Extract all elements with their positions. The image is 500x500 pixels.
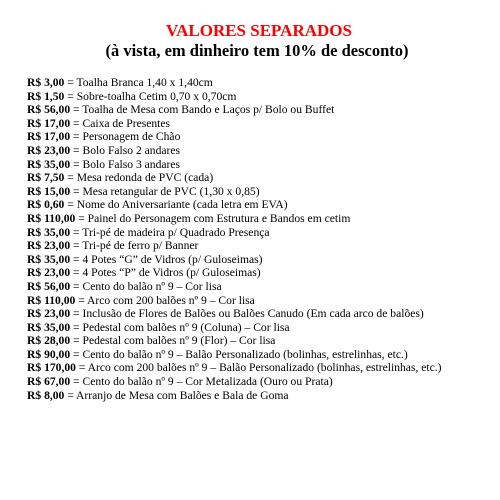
item-price: R$ 90,00 [27,347,71,361]
item-description: = Mesa redonda de PVC (cada) [64,171,214,185]
price-list-item [27,103,477,117]
item-price: R$ 7,50 [27,171,65,185]
item-description: = Bolo Falso 3 andares [70,157,181,171]
item-price: R$ 56,00 [27,103,71,117]
item-price: R$ 170,00 [27,361,76,375]
price-list-item [27,158,477,172]
item-description: = Arco com 200 balões nº 9 – Balão Personalizado (bolinhas, estrelinhas, etc.) [75,361,442,375]
item-description: = Cento do balão nº 9 – Cor Metalizada (Ouro ou Prata) [70,375,333,389]
document-subtitle: (à vista, em dinheiro tem 10% de desconto) [105,41,409,60]
item-description: = Caixa de Presentes [70,116,171,130]
item-price: R$ 0,60 [27,198,65,212]
item-price: R$ 110,00 [27,293,76,307]
item-description: = 4 Potes “P” de Vidros (p/ Guloseimas) [70,266,261,280]
price-list-item [27,76,477,90]
item-price: R$ 8,00 [27,388,65,402]
item-description: = Bolo Falso 2 andares [70,143,181,157]
item-description: = Inclusão de Flores de Balões ou Balões Canudo (Em cada arco de balões) [70,307,424,321]
item-price: R$ 35,00 [27,157,71,171]
item-price: R$ 23,00 [27,143,71,157]
item-price: R$ 23,00 [27,239,71,253]
price-list-item [27,334,477,348]
item-price: R$ 67,00 [27,375,71,389]
price-list-item [27,90,477,104]
price-list-item [27,144,477,158]
price-list-item [27,348,477,362]
document-title: VALORES SEPARADOS [166,21,352,40]
price-list-item [27,253,477,267]
item-description: = Tri-pé de madeira p/ Quadrado Presença [70,225,270,239]
item-description: = Cento do balão nº 9 – Balão Personalizado (bolinhas, estrelinhas, etc.) [70,347,408,361]
item-price: R$ 15,00 [27,184,71,198]
item-price: R$ 3,00 [27,76,65,89]
item-description: = Cento do balão nº 9 – Cor lisa [70,279,222,293]
price-list-item [27,321,477,335]
price-list-item [27,266,477,280]
item-description: = Toalha Branca 1,40 x 1,40cm [64,76,213,89]
item-price: R$ 17,00 [27,116,71,130]
item-description: = Tri-pé de ferro p/ Banner [70,239,199,253]
item-price: R$ 35,00 [27,320,71,334]
item-description: = Personagem de Chão [70,130,181,144]
item-price: R$ 23,00 [27,266,71,280]
price-list-item [27,307,477,321]
price-list-item [27,185,477,199]
item-price: R$ 110,00 [27,211,76,225]
price-list-item [27,130,477,144]
price-list-item [27,280,477,294]
item-price: R$ 35,00 [27,225,71,239]
item-price: R$ 56,00 [27,279,71,293]
price-list-item [27,375,477,389]
item-description: = Toalha de Mesa com Bando e Laços p/ Bolo ou Buffet [70,103,335,117]
item-price: R$ 17,00 [27,130,71,144]
price-list-item [27,389,477,403]
price-list-item [27,171,477,185]
item-description: = Arranjo de Mesa com Balões e Bala de Goma [64,388,289,402]
item-description: = Mesa retangular de PVC (1,30 x 0,85) [70,184,260,198]
item-description: = Pedestal com balões nº 9 (Coluna) – Cor lisa [70,320,290,334]
item-price: R$ 23,00 [27,307,71,321]
price-list [27,76,477,402]
item-description: = Arco com 200 balões nº 9 – Cor lisa [75,293,255,307]
item-description: = Painel do Personagem com Estrutura e Bandos em cetim [75,211,351,225]
price-list-item [27,198,477,212]
item-description: = 4 Potes “G” de Vidros (p/ Guloseimas) [70,252,263,266]
item-price: R$ 28,00 [27,334,71,348]
price-list-item [27,226,477,240]
price-list-item [27,361,477,375]
item-description: = Pedestal com balões nº 9 (Flor) – Cor lisa [70,334,276,348]
price-list-item [27,239,477,253]
item-description: = Nome do Aniversariante (cada letra em EVA) [64,198,288,212]
item-price: R$ 1,50 [27,89,65,103]
price-list-item [27,294,477,308]
item-price: R$ 35,00 [27,252,71,266]
price-list-item [27,212,477,226]
price-list-item [27,117,477,131]
item-description: = Sobre-toalha Cetim 0,70 x 0,70cm [64,89,237,103]
